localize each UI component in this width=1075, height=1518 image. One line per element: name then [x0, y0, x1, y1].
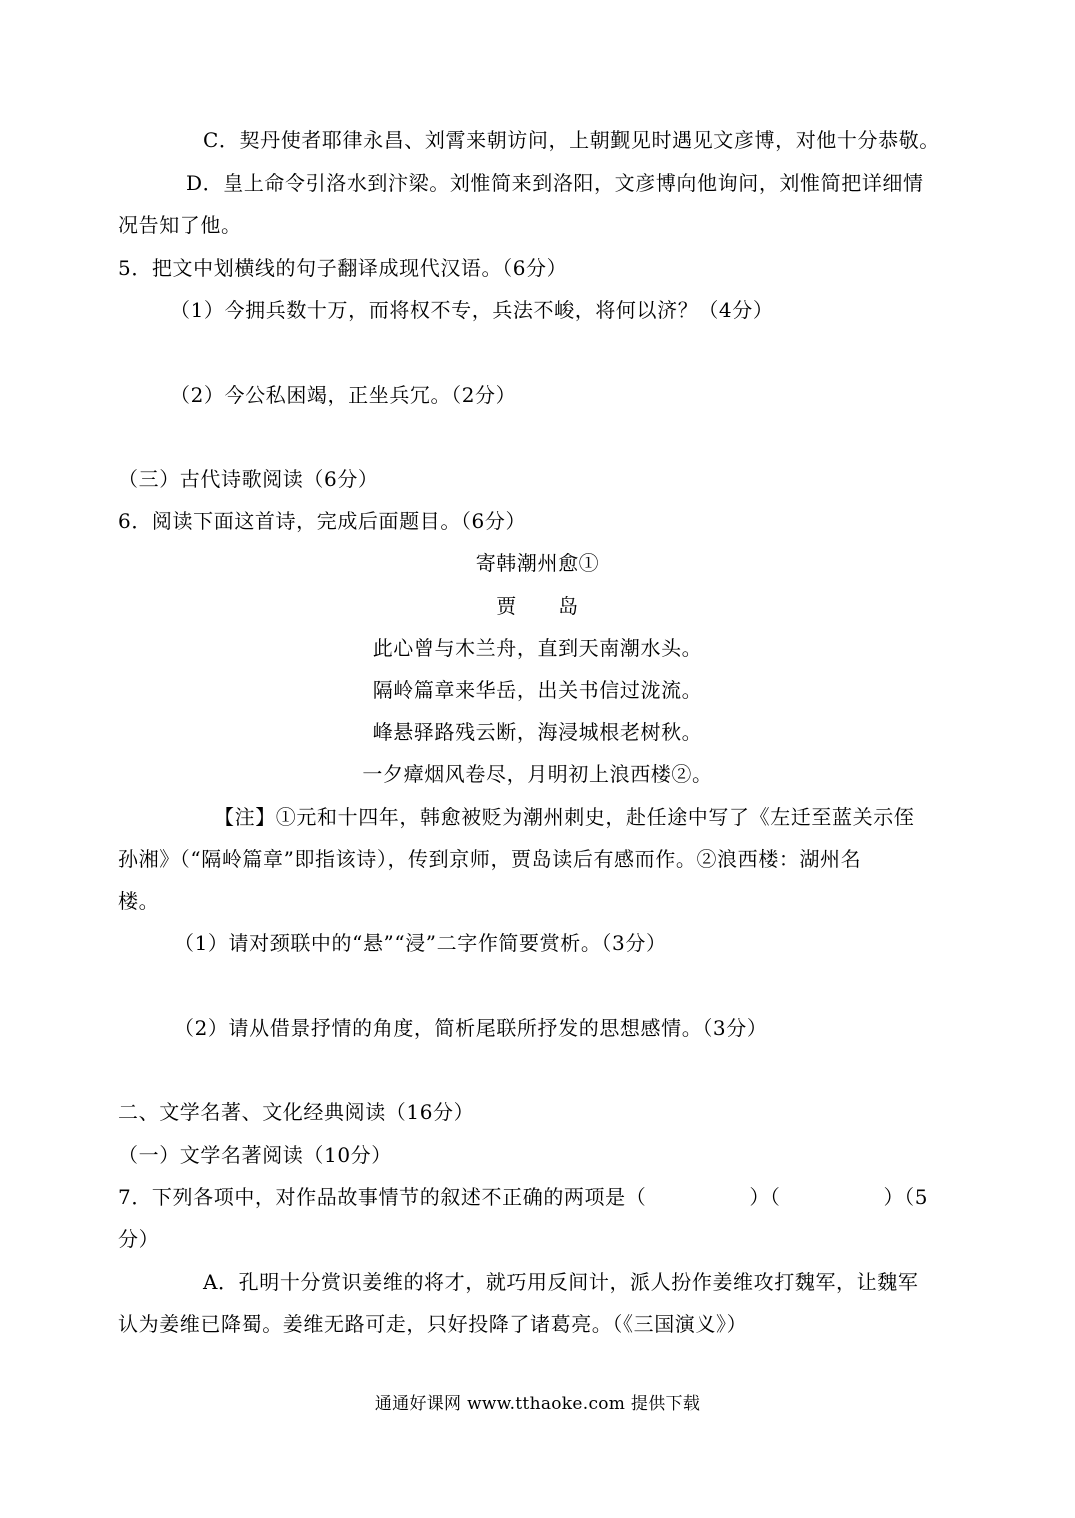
- question-5: 5．把文中划横线的句子翻译成现代汉语。（6分）: [118, 256, 568, 280]
- poem-title: 寄韩潮州愈①: [475, 551, 600, 575]
- question-7-line2: 分）: [118, 1227, 160, 1251]
- poem-note-line2: 孙湘》（“隔岭篇章”即指该诗），传到京师，贾岛读后有感而作。②浪西楼：湖州名: [118, 847, 862, 871]
- poem-note-line3: 楼。: [118, 889, 160, 913]
- section-3-heading: （三）古代诗歌阅读（6分）: [118, 467, 379, 491]
- poem-line-3: 峰悬驿路残云断，海浸城根老树秋。: [372, 720, 703, 744]
- option-4c: C．契丹使者耶律永昌、刘霄来朝访问，上朝觐见时遇见文彦博，对他十分恭敬。: [203, 128, 940, 152]
- option-7a-line1: A．孔明十分赏识姜维的将才，就巧用反间计，派人扮作姜维攻打魏军，让魏军: [203, 1270, 919, 1294]
- option-4d-line1: D．皇上命令引洛水到汴梁。刘惟简来到洛阳，文彦博向他询问，刘惟简把详细情: [186, 171, 924, 195]
- option-4d-line2: 况告知了他。: [118, 213, 242, 237]
- question-7-line1: 7．下列各项中，对作品故事情节的叙述不正确的两项是（ ）（ ）（5: [118, 1185, 929, 1209]
- part-2-heading: 二、文学名著、文化经典阅读（16分）: [118, 1100, 475, 1124]
- poem-line-2: 隔岭篇章来华岳，出关书信过泷流。: [372, 678, 703, 702]
- question-5-1: （1）今拥兵数十万，而将权不专，兵法不峻，将何以济？（4分）: [170, 298, 774, 322]
- poem-note-line1: 【注】①元和十四年，韩愈被贬为潮州刺史，赴任途中写了《左迁至蓝关示侄: [214, 805, 915, 829]
- poem-line-1: 此心曾与木兰舟，直到天南潮水头。: [372, 636, 703, 660]
- page-footer: 通通好课网 www.tthaoke.com 提供下载: [374, 1394, 701, 1414]
- poem-line-4: 一夕瘴烟风卷尽，月明初上浪西楼②。: [362, 762, 713, 786]
- question-5-2: （2）今公私困竭，正坐兵冗。（2分）: [170, 383, 517, 407]
- question-6-1: （1）请对颈联中的“悬”“浸”二字作简要赏析。（3分）: [174, 931, 667, 955]
- question-6-2: （2）请从借景抒情的角度，简析尾联所抒发的思想感情。（3分）: [174, 1016, 768, 1040]
- section-2-1-heading: （一）文学名著阅读（10分）: [118, 1143, 392, 1167]
- poem-author: 贾 岛: [496, 594, 579, 618]
- option-7a-line2: 认为姜维已降蜀。姜维无路可走，只好投降了诸葛亮。（《三国演义》）: [118, 1312, 748, 1336]
- question-6: 6．阅读下面这首诗，完成后面题目。（6分）: [118, 509, 527, 533]
